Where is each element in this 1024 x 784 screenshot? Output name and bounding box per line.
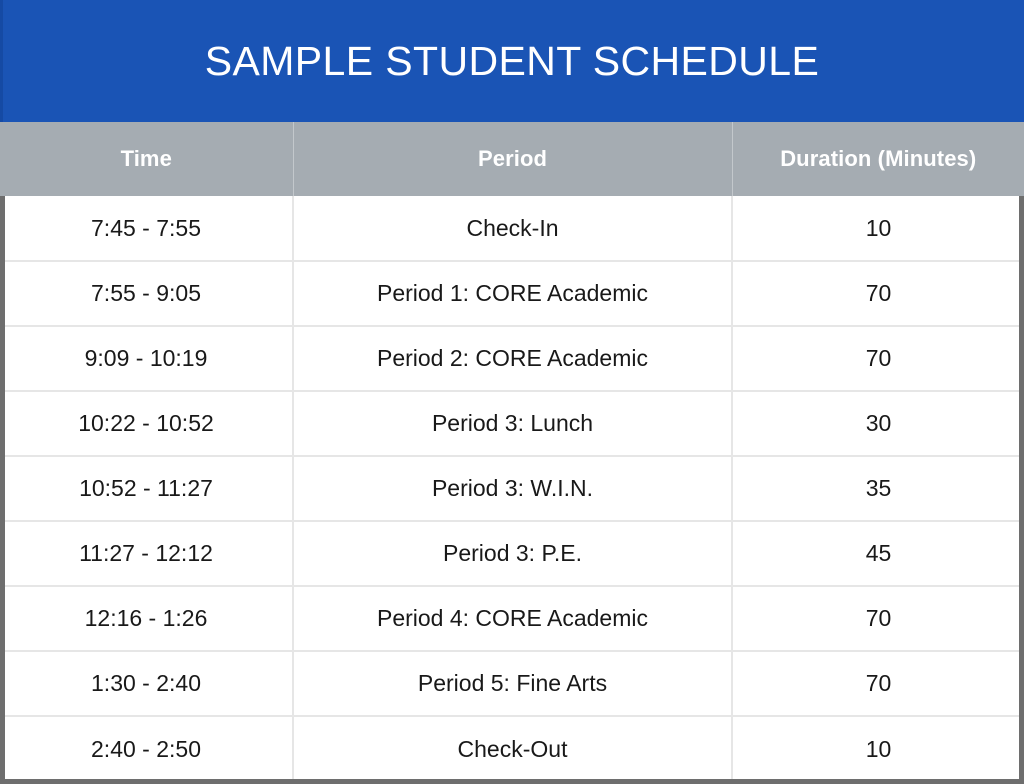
table-row [0,326,1024,391]
cell-duration: 70 [732,651,1024,716]
cell-duration: 70 [732,261,1024,326]
cell-duration: 70 [732,586,1024,651]
cell-time: 12:16 - 1:26 [0,586,293,651]
table-row [0,456,1024,521]
column-header-period: Period [293,122,732,196]
table-row [0,586,1024,651]
cell-duration: 30 [732,391,1024,456]
cell-time: 9:09 - 10:19 [0,326,293,391]
cell-time: 7:55 - 9:05 [0,261,293,326]
cell-duration: 35 [732,456,1024,521]
cell-period: Period 1: CORE Academic [293,261,732,326]
table-row [0,651,1024,716]
cell-duration: 45 [732,521,1024,586]
page-title: SAMPLE STUDENT SCHEDULE [204,37,820,84]
title-banner [0,0,1024,122]
table-header-row [0,122,1024,196]
cell-period: Check-Out [293,716,732,781]
cell-time: 10:22 - 10:52 [0,391,293,456]
cell-time: 2:40 - 2:50 [0,716,293,781]
schedule-table [0,122,1024,781]
cell-period: Period 5: Fine Arts [293,651,732,716]
table-row [0,391,1024,456]
cell-period: Period 2: CORE Academic [293,326,732,391]
column-header-duration: Duration (Minutes) [732,122,1024,196]
table-row [0,716,1024,781]
table-row [0,261,1024,326]
cell-time: 7:45 - 7:55 [0,196,293,261]
cell-time: 10:52 - 11:27 [0,456,293,521]
cell-duration: 70 [732,326,1024,391]
cell-period: Period 3: W.I.N. [293,456,732,521]
table-body [0,196,1024,781]
cell-time: 11:27 - 12:12 [0,521,293,586]
cell-time: 1:30 - 2:40 [0,651,293,716]
column-header-time: Time [0,122,293,196]
cell-duration: 10 [732,716,1024,781]
cell-period: Check-In [293,196,732,261]
table-row [0,196,1024,261]
cell-period: Period 3: Lunch [293,391,732,456]
table-header [0,122,1024,196]
cell-duration: 10 [732,196,1024,261]
cell-period: Period 4: CORE Academic [293,586,732,651]
cell-period: Period 3: P.E. [293,521,732,586]
table-row [0,521,1024,586]
